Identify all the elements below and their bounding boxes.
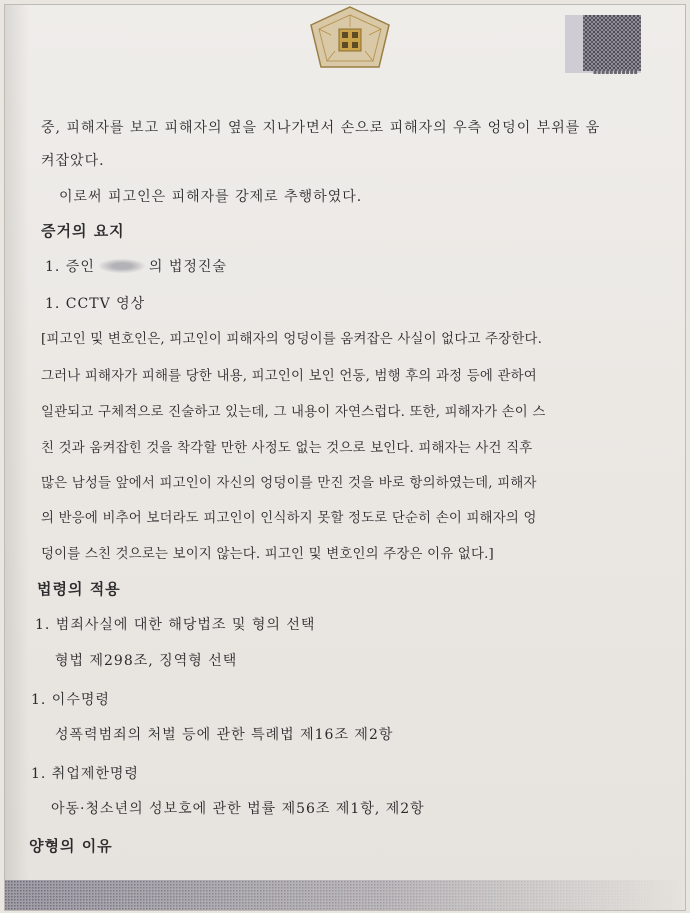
court-seal-icon — [307, 5, 393, 71]
argument-line-3: 일관되고 구체적으로 진술하고 있는데, 그 내용이 자연스럽다. 또한, 피해자가 손이 스 — [41, 405, 546, 420]
law-heading: 법령의 적용 — [37, 580, 121, 598]
law-item-2-detail: 성폭력범죄의 처벌 등에 관한 특례법 제16조 제2항 — [55, 727, 394, 743]
security-pattern-stamp — [565, 15, 641, 73]
law-item-1: 1. 범죄사실에 대한 해당법조 및 형의 선택 — [35, 617, 316, 633]
evidence-item-1 — [45, 256, 227, 276]
page-shadow — [5, 5, 29, 910]
document-page — [4, 4, 686, 911]
redacted-name — [99, 259, 145, 273]
body-line-1: 중, 피해자를 보고 피해자의 옆을 지나가면서 손으로 피해자의 우측 엉덩이 부위를 움 — [41, 120, 601, 136]
evidence-item-2: 1. CCTV 영상 — [45, 296, 146, 312]
evidence-item-1-prefix: 1. 증인 — [45, 259, 95, 275]
stamp-code: ▪▪▪▪▪▪▪▪▪▪▪ — [593, 69, 638, 76]
argument-line-2: 그러나 피해자가 피해를 당한 내용, 피고인이 보인 언동, 범행 후의 과정 등에 관하여 — [41, 369, 537, 384]
body-line-2: 켜잡았다. — [41, 153, 105, 169]
law-item-3-detail: 아동·청소년의 성보호에 관한 법률 제56조 제1항, 제2항 — [51, 801, 425, 817]
bottom-security-strip — [5, 872, 685, 910]
argument-line-1: [피고인 및 변호인은, 피고인이 피해자의 엉덩이를 움켜잡은 사실이 없다고 주장한다. — [41, 332, 543, 347]
evidence-heading: 증거의 요지 — [41, 222, 125, 240]
sentencing-heading: 양형의 이유 — [29, 837, 113, 855]
law-item-3: 1. 취업제한명령 — [31, 766, 139, 782]
evidence-item-1-suffix: 의 법정진술 — [148, 259, 227, 275]
argument-line-7: 덩이를 스친 것으로는 보이지 않는다. 피고인 및 변호인의 주장은 이유 없다.] — [41, 547, 494, 562]
argument-line-5: 많은 남성들 앞에서 피고인이 자신의 엉덩이를 만진 것을 바로 항의하였는데, 피해자 — [41, 476, 537, 491]
body-line-3: 이로써 피고인은 피해자를 강제로 추행하였다. — [59, 189, 363, 205]
law-item-1-detail: 형법 제298조, 징역형 선택 — [55, 653, 238, 669]
argument-line-4: 친 것과 움켜잡힌 것을 착각할 만한 사정도 없는 것으로 보인다. 피해자는 사건 직후 — [41, 441, 533, 456]
law-item-2: 1. 이수명령 — [31, 692, 110, 708]
argument-line-6: 의 반응에 비추어 보더라도 피고인이 인식하지 못할 정도로 단순히 손이 피해자의 엉 — [41, 511, 537, 526]
